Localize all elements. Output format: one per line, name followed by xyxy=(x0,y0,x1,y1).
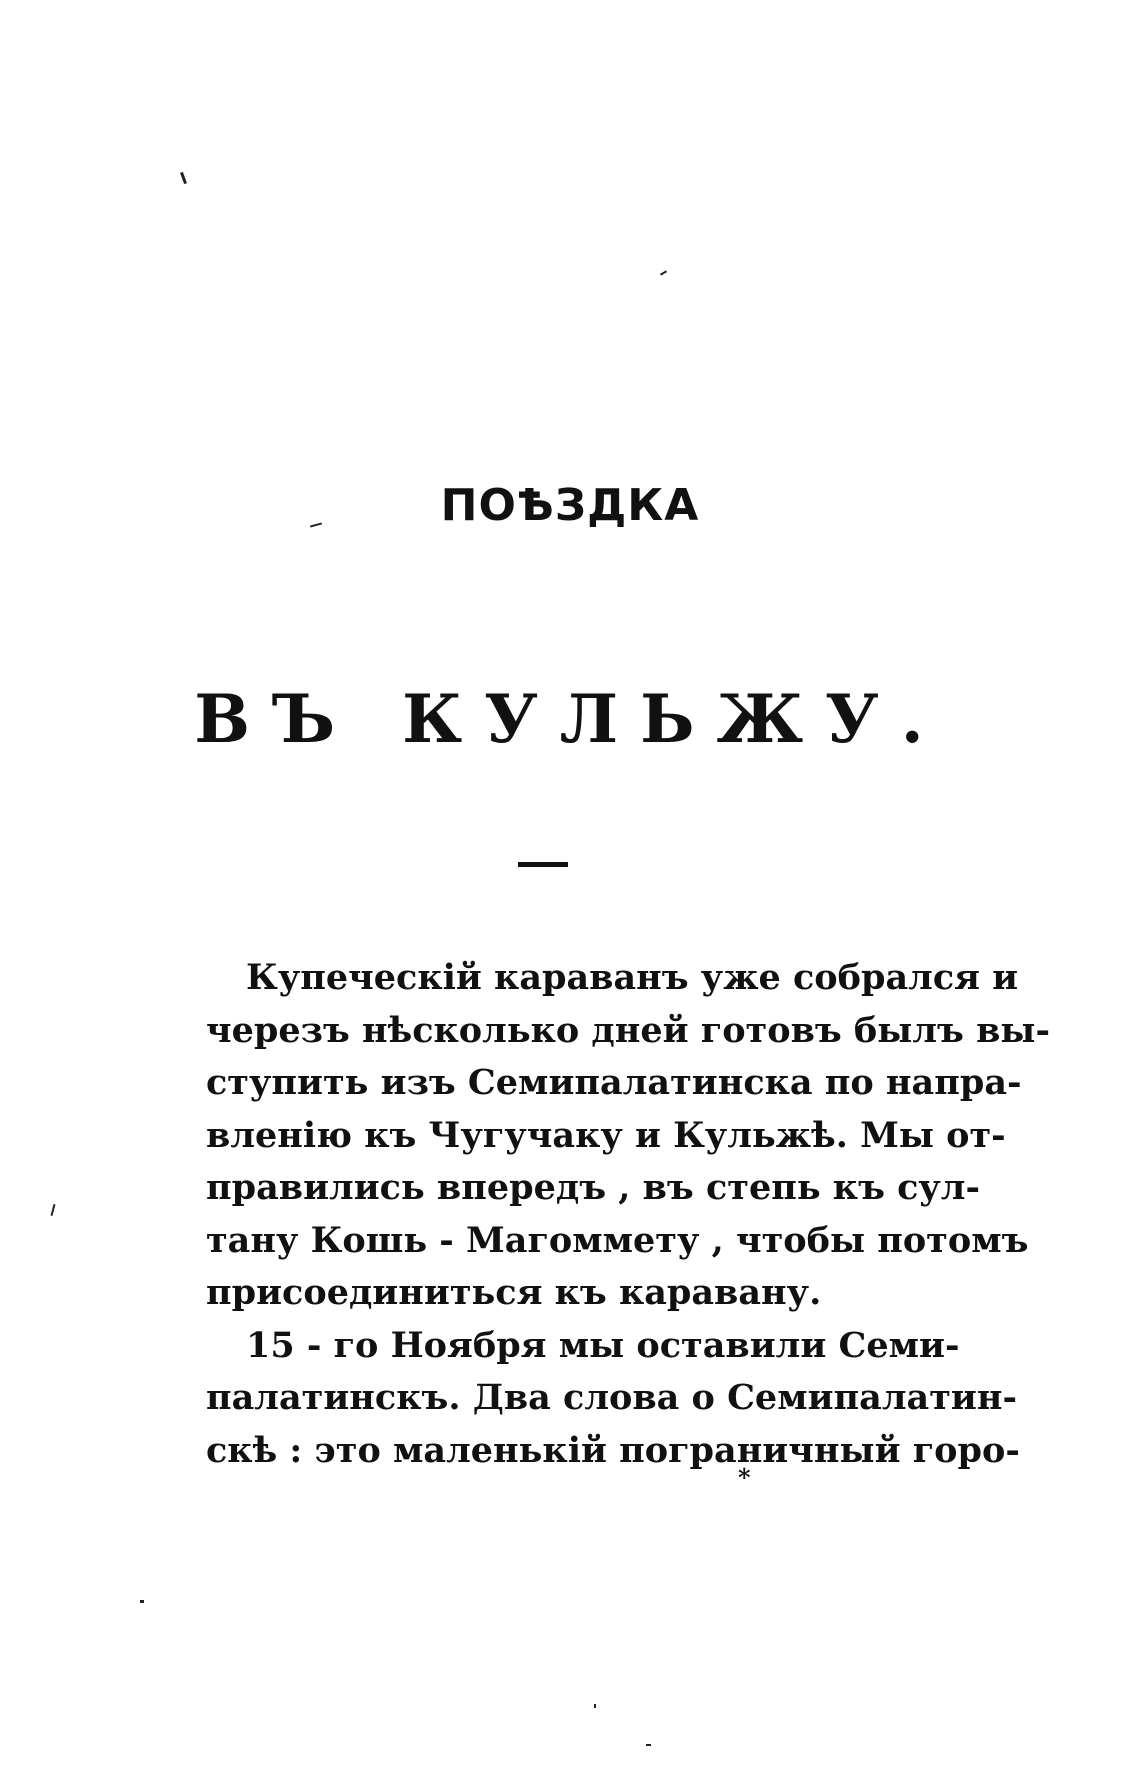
title-main: ВЪ КУЛЬЖУ. xyxy=(194,680,946,758)
scan-speck xyxy=(180,172,187,184)
text-line: вленію къ Чугучаку и Кульжѣ. Мы от- xyxy=(206,1114,1006,1156)
text-line: правились впередъ , въ степь къ сул- xyxy=(206,1167,981,1208)
text-line: черезъ нѣсколько дней готовъ былъ вы- xyxy=(206,1009,1050,1051)
text-line: тану Кошь - Магоммету , чтобы потомъ xyxy=(206,1219,1029,1261)
text-line: присоединиться къ каравану. xyxy=(206,1272,822,1313)
text-line: палатинскъ. Два слова о Семипалатин- xyxy=(206,1377,1017,1418)
scan-speck xyxy=(646,1744,651,1746)
scan-speck xyxy=(594,1704,596,1708)
title-top: ПОѢЗДКА xyxy=(440,480,700,531)
scan-speck xyxy=(660,270,667,275)
scan-speck xyxy=(50,1204,55,1216)
text-line: скѣ : это маленькій пограничный горо- xyxy=(206,1429,1020,1471)
paragraph-1 xyxy=(206,952,1050,1320)
scan-speck xyxy=(140,1600,144,1603)
body-text xyxy=(206,952,1050,1477)
text-line: ступить изъ Семипалатинска по напра- xyxy=(206,1062,1022,1103)
text-line: Купеческій караванъ уже собрался и xyxy=(246,957,1019,998)
footer-mark: * xyxy=(738,1463,751,1492)
paragraph-2 xyxy=(206,1320,1020,1478)
separator-dash xyxy=(518,862,568,867)
text-line: 15 - го Ноября мы оставили Семи- xyxy=(246,1324,960,1366)
